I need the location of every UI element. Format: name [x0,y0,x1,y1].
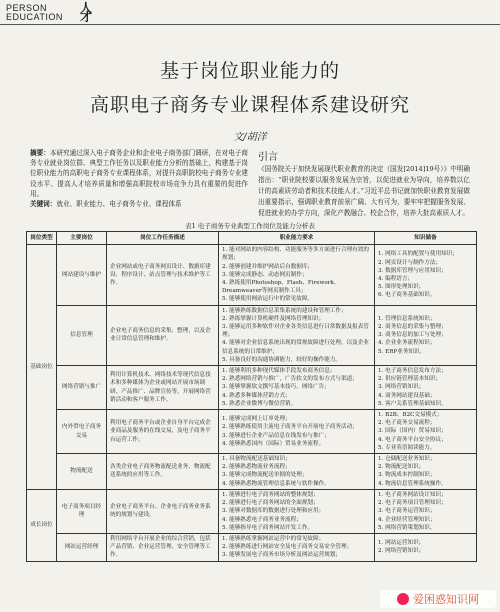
ability-item: 2. 能够熟练进行网站安全及电子商务交易安全管理； [222,544,353,551]
abstract-block [30,148,248,209]
knowledge-item: 6. 电子商务基础知识。 [378,292,436,299]
table-row [27,489,477,533]
abstract-text: 本研究通过深入电子商务企业和企业电子商务部门调研，在对电子商务专业就业岗位群、典型工作任务以及职业能力分析的基础上，构建基于岗位职业能力的高职电子商务专业课程体系，对提升高职院校电子商务专业建设水平、提高人才培养质量和增强高职院校市场竞争力具有重要的促进作用。 [30,149,249,198]
header-cell: 知识储备 [375,232,477,245]
knowledge-item: 3. 网络营销知识； [378,384,425,391]
ability-item: 2. 能够进行电子商务网站的全面规划； [222,500,319,507]
keywords-label: 关键词： [30,200,57,209]
table-row [27,305,477,365]
table-caption: 表1 电子商务专业典型工作岗位及能力分析表 [185,222,315,230]
ability-item: 4. 熟练使用Photoshop、Flash、Firework、Dreamweaver等网页制作工具； [222,280,340,295]
post-cell: 网络营销与推广 [57,366,107,410]
knowledge-item: 1. 仓储配送业务知识； [378,456,436,463]
knowledge-item: 1. 网站运营知识； [378,540,425,546]
task-cell: 利用网络平台开展企业的综合营销，包括产品营销、企业运营管理、安全管理等工作。 [107,533,219,561]
task-cell: 企业电子商务信息的采集、整理，以及企业日常信息管理和维护。 [107,305,219,365]
ability-item: 2. 熟悉网络营销与推广，广告软文的发布方式与渠道； [222,376,358,383]
knowledge-item: 2. 供应链管理基本知识； [378,376,442,383]
logo-cn: 人 才 [80,1,93,24]
knowledge-cell [375,245,477,305]
knowledge-item: 5. ERP业务知识。 [378,348,426,355]
knowledge-item: 5. 客户关系管理基础知识。 [378,400,447,407]
ability-item: 2. 熟练掌握计算机硬件及网络管理知识； [222,315,325,322]
ability-item: 2. 能够创建并维护网站后台数据库； [222,263,314,270]
post-cell: 内外贸电子商务交易 [57,410,107,454]
knowledge-item: 5. 网络营销策划知识。 [378,524,436,531]
knowledge-item: 4. 商务网站建设基础； [378,392,436,399]
table-header-row [27,232,477,245]
table-row [27,366,477,410]
knowledge-item: 2. 电子商务项目管理知识； [378,500,447,507]
ability-item: 3. 能够运用多种软件对企业各类信息进行日常数据及报表管理； [222,324,369,339]
knowledge-item: 2. 网络营销知识； [378,548,425,555]
post-cell: 网站建设与维护 [57,245,107,305]
article-title-line1: 基于岗位职业能力的 [159,60,340,82]
post-cell: 信息管理 [57,305,107,365]
table-body [27,245,477,561]
ability-item: 5. 熟悉企业微博与微信营销。 [222,400,297,407]
table-row [27,533,477,561]
knowledge-item: 1. 电子商务信息发布方法； [378,368,447,375]
knowledge-item: 4. 企业经营管理知识； [378,516,436,523]
ability-item: 1. 能够利用多种现代媒体手段发布商务信息； [222,368,336,375]
ability-cell [219,245,375,305]
ability-item: 3. 能够掌握软文撰写基本技巧，网络广告； [222,384,330,391]
knowledge-item: 1. 电子商务网站设计知识； [378,491,447,498]
knowledge-item: 5. 专业英语阅读能力。 [378,444,436,451]
ability-item: 3. 能够完成物流配送单据的处理； [222,472,308,479]
knowledge-item: 1. 网络工具的配置与使用知识； [378,251,458,258]
post-type-cell: 基础岗位 [27,245,57,490]
header-divider [0,24,500,25]
ability-item: 4. 能够熟悉物流管理信息系统与软件操作。 [222,480,330,487]
header-cell: 岗位类型 [27,232,57,245]
task-cell: 企业电子商务平台、企业电子商务业务系统的规划与建设。 [107,489,219,533]
knowledge-item: 3. 商务信息的加工与处理； [378,332,447,339]
ability-cell [219,366,375,410]
knowledge-item: 2. 商务信息的采集与整理； [378,324,447,331]
journal-logo [6,1,93,24]
knowledge-cell [375,533,477,561]
ability-item: 3. 能够完成静态、动态网页制作； [222,271,308,278]
keywords-text: 就业、职业能力、电子商务专业、课程体系 [56,200,182,209]
ability-item: 1. 具备物流配送基础知识； [222,456,291,463]
article-title-line2: 高职电子商务专业课程体系建设研究 [89,94,410,116]
logo-line2: EDUCATION [6,12,63,22]
watermark-logo-icon [397,593,409,605]
table-row [27,410,477,454]
post-cell: 电子商务项目经理 [57,489,107,533]
article-author: 文/胡洋 [233,132,267,143]
table-row [27,245,477,305]
knowledge-item: 2. 电子商务交易流程； [378,420,436,427]
ability-item: 5. 能够指导电子商务网站开发工作。 [222,524,314,531]
knowledge-item: 1. 管理信息系统知识； [378,315,436,322]
ability-cell [219,533,375,561]
watermark [380,590,496,608]
ability-item: 5. 具备良好的沟通协调能力，较好的操作能力。 [222,356,341,363]
ability-item: 2. 能够熟悉物流业务流程； [222,464,291,471]
knowledge-item: 3. 物流成本控制知识； [378,472,436,479]
ability-item: 4. 能够熟悉国内（国际）贸易业务流程。 [222,440,325,447]
task-cell: 企业网站或电子商务网页设计、数据库建设、程序设计、站点管理与技术维护等工作。 [107,245,219,305]
header-cell: 主要岗位 [57,232,107,245]
post-cell: 网站运营经理 [57,533,107,561]
task-cell: 利用计算机技术、网络技术等现代信息技术和多种媒体为企业或网站开展市场调研、产品推广、品牌宣传等，开展网络营销活动和客户服务工作。 [107,366,219,410]
header-cell: 岗位工作任务描述 [107,232,219,245]
abstract-label: 摘要： [30,149,50,157]
knowledge-item: 3. 国际（国内）贸易知识； [378,428,447,435]
knowledge-cell [375,305,477,365]
knowledge-item: 4. 电子商务平台安全协议； [378,436,447,443]
knowledge-item: 1. B2B、B2C交易模式； [378,412,443,419]
ability-item: 2. 能够熟练使用主流电子商务平台开展电子商务活动； [222,424,358,431]
ability-item: 4. 熟悉多种媒体营销方式； [222,392,291,399]
ability-item: 1. 能够完成网上订单处理； [222,416,291,423]
knowledge-item: 5. 图形处理知识； [378,284,425,291]
ability-item: 3. 能够对数据库的数据进行处理和应用； [222,508,325,515]
knowledge-cell [375,454,477,490]
watermark-text: 爱困惑知识网 [413,594,479,606]
ability-item: 1. 能够熟练数据信息采集系统的建设和管理工作； [222,307,347,314]
ability-cell [219,489,375,533]
post-type-cell: 成长岗位 [27,489,57,561]
ability-item: 3. 能够进行企业产品信息在线发布与推广； [222,432,330,439]
knowledge-item: 4. 编程语言； [378,275,414,282]
knowledge-item: 2. 物流配送知识； [378,464,425,471]
knowledge-cell [375,410,477,454]
job-ability-table [26,231,477,562]
knowledge-item: 3. 数据库管理与应用知识； [378,267,447,274]
knowledge-item: 3. 电子商务运营知识； [378,508,436,515]
task-cell: 利用电子商务平台或企业自身平台完成企业商品及服务的在线交易，及电子商务平台运营工作。 [107,410,219,454]
intro-heading: 引言 [258,152,278,163]
post-cell: 物流配送 [57,454,107,490]
knowledge-item: 2. 网页设计与制作方法； [378,259,442,266]
ability-cell [219,305,375,365]
ability-item: 3. 能够发展电子商务市场分析及网站运营规划； [222,552,341,559]
task-cell: 各类企业电子商务物流配送业务，物流配送系统的应用等工作。 [107,454,219,490]
knowledge-item: 4. 物流信息管理系统操作。 [378,480,447,487]
knowledge-cell [375,489,477,533]
table-row [27,454,477,490]
intro-text: 《国务院关于加快发展现代职业教育的决定（国发[2014]19号）》中明确指出：“职业院校要以服务发展为宗旨，以促进就业为导向，培养数以亿计的高素质劳动者和技术技能人才。”习近平总书记就加快职业教育发展做出重要指示，强调职业教育前景广阔、大有可为，要牢牢把握服务发展、促进就业的办学方向，深化产教融合、校企合作，培养大批高素质人才。 [258,165,470,217]
ability-item: 1. 能够进行电子商务网站的整体规划； [222,491,319,498]
ability-item: 1. 能对网站的内容结构、功能服务等多方面进行合理有效的规划； [222,247,369,262]
ability-cell [219,410,375,454]
ability-item: 1. 能够熟练掌握网站运营中的常见故障； [222,535,325,542]
ability-cell [219,454,375,490]
ability-item: 4. 能够对企业信息系统出现的常规故障进行处理，以及企业信息系统的日常维护； [222,340,369,355]
knowledge-cell [375,366,477,410]
logo-line1: PERSON [6,3,48,13]
header-cell: 职业能力要求 [219,232,375,245]
ability-item: 5. 能够使用网站运行中的常见故障。 [222,296,314,303]
knowledge-item: 4. 企业业务流程知识； [378,340,436,347]
ability-item: 4. 能够熟悉电子商务业务流程； [222,516,302,523]
